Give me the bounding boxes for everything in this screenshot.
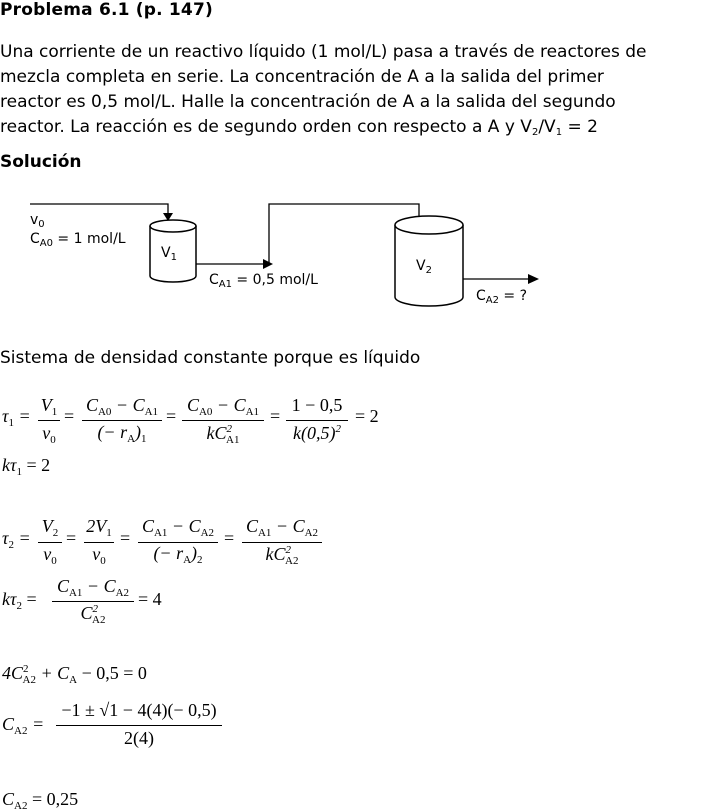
statement-line: mezcla completa en serie. La concentración de A a la salida del primer — [0, 67, 604, 87]
v0-label: $v_0$ — [30, 212, 45, 230]
reactor-1-label: $V_1$ — [161, 245, 177, 263]
problem-title: Problema 6.1 (p. 147) — [0, 0, 213, 20]
reactor-diagram — [0, 195, 707, 315]
ca0-label: $C_{A0} = 1$ mol/L — [30, 231, 126, 249]
problem-statement — [0, 40, 707, 142]
equation-quadratic: $4C^2_{A2} + C_A - 0,5 = 0$ — [2, 663, 147, 686]
statement-line: reactor. La reacción es de segundo orden con respecto a A y V2/V1 = 2 — [0, 117, 598, 138]
statement-line: reactor es 0,5 mol/L. Halle la concentración de A a la salida del segundo — [0, 92, 616, 112]
link-arrow — [263, 259, 273, 269]
outlet-arrow — [528, 274, 539, 284]
ca1-label: $C_{A1} = 0,5$ mol/L — [209, 272, 318, 290]
feed-line — [30, 204, 168, 215]
equation-result: $C_{A2} = 0,25$ — [2, 789, 79, 812]
solution-heading: Solución — [0, 152, 82, 172]
equation-k-tau1: $k\tau_1 = 2$ — [2, 455, 51, 478]
statement-line: Una corriente de un reactivo líquido (1 mol/L) pasa a través de reactores de — [0, 42, 647, 62]
density-note: Sistema de densidad constante porque es líquido — [0, 348, 421, 368]
reactor-2-label: $V_2$ — [416, 258, 432, 276]
ca2-label: $C_{A2}$ = ? — [476, 288, 528, 306]
